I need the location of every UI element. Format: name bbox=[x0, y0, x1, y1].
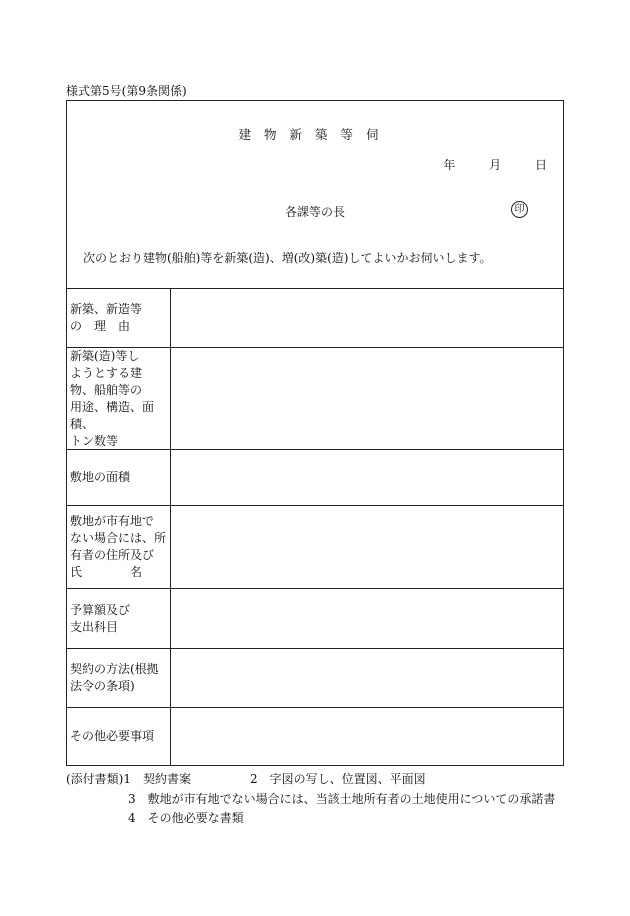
form-row-contract bbox=[67, 649, 563, 708]
label-text: ない場合には、所 bbox=[70, 531, 167, 545]
row-label-line bbox=[70, 433, 167, 450]
label-text: 有者の住所及び bbox=[70, 548, 155, 562]
attachments-heading: (添付書類) bbox=[66, 772, 124, 786]
date-month: 月 bbox=[489, 158, 502, 172]
form-row-budget bbox=[67, 589, 563, 649]
label-text: 予算額及び bbox=[70, 602, 131, 617]
request-text: 次のとおり建物(船舶)等を新築(造)、増(改)築(造)してよいかお伺いします。 bbox=[83, 251, 492, 265]
label-text: 敷地が市有地で bbox=[70, 514, 155, 528]
attachment-item: 1 契約書案 bbox=[123, 772, 192, 786]
row-label bbox=[67, 450, 171, 505]
row-label-line bbox=[70, 619, 167, 636]
label-text: 支出科目 bbox=[70, 619, 119, 634]
form-row-other bbox=[67, 708, 563, 765]
row-label-line bbox=[70, 469, 167, 486]
row-label-line bbox=[70, 318, 167, 335]
form-frame bbox=[66, 100, 564, 766]
form-row-building-details bbox=[67, 348, 563, 450]
attachment-item: 2 字図の写し、位置図、平面図 bbox=[250, 772, 426, 786]
row-label-line bbox=[70, 301, 167, 318]
date-day: 日 bbox=[534, 158, 547, 172]
label-text: ようとする建 bbox=[70, 365, 143, 380]
attachments-line-1 bbox=[66, 770, 426, 787]
row-label bbox=[67, 589, 171, 648]
site-area-field[interactable] bbox=[171, 450, 563, 505]
reason-field[interactable] bbox=[171, 288, 563, 347]
row-label bbox=[67, 649, 171, 707]
label-text: 法令の条項) bbox=[70, 679, 135, 693]
row-label-line bbox=[70, 547, 167, 564]
row-label-line bbox=[70, 348, 167, 365]
form-row-reason bbox=[67, 288, 563, 348]
label-text: 氏 名 bbox=[70, 565, 143, 579]
row-label-line bbox=[70, 365, 167, 382]
budget-field[interactable] bbox=[171, 589, 563, 648]
row-label-line bbox=[70, 513, 167, 530]
row-label-line bbox=[70, 661, 167, 678]
label-text: 敷地の面積 bbox=[70, 470, 131, 484]
row-label-line bbox=[70, 530, 167, 547]
row-label bbox=[67, 288, 171, 347]
label-text: 物、船舶等の bbox=[70, 382, 143, 397]
label-text: トン数等 bbox=[70, 433, 119, 448]
row-label-line bbox=[70, 602, 167, 619]
row-label-line bbox=[70, 564, 167, 581]
label-text: 新築(造)等し bbox=[70, 348, 140, 363]
attachment-item: 4 その他必要な書類 bbox=[128, 811, 244, 825]
row-label bbox=[67, 506, 171, 588]
form-row-owner bbox=[67, 506, 563, 589]
row-label bbox=[67, 348, 171, 449]
date-line bbox=[413, 156, 547, 173]
seal-mark: 印 bbox=[511, 201, 528, 218]
attachment-item: 3 敷地が市有地でない場合には、当該土地所有者の土地使用についての承諾書 bbox=[128, 792, 556, 806]
date-year: 年 bbox=[443, 158, 456, 172]
building-details-field[interactable] bbox=[171, 348, 563, 449]
row-label-line bbox=[70, 382, 167, 399]
label-text: その他必要事項 bbox=[70, 729, 155, 743]
label-text: 用途、構造、面積、 bbox=[70, 399, 155, 431]
label-text: 契約の方法(根拠 bbox=[70, 662, 159, 676]
form-header bbox=[67, 101, 563, 289]
contract-field[interactable] bbox=[171, 649, 563, 707]
form-row-site-area bbox=[67, 450, 563, 506]
other-field[interactable] bbox=[171, 708, 563, 765]
form-title: 建物新築等伺 bbox=[238, 127, 392, 142]
label-text: の 理 由 bbox=[70, 318, 131, 333]
row-label-line bbox=[70, 678, 167, 695]
form-number: 様式第5号(第9条関係) bbox=[66, 84, 187, 98]
row-label-line bbox=[70, 728, 167, 745]
row-label bbox=[67, 708, 171, 765]
owner-field[interactable] bbox=[171, 506, 563, 588]
row-label-line bbox=[70, 399, 167, 433]
addressee: 各課等の長 bbox=[285, 205, 346, 219]
label-text: 新築、新造等 bbox=[70, 301, 143, 316]
